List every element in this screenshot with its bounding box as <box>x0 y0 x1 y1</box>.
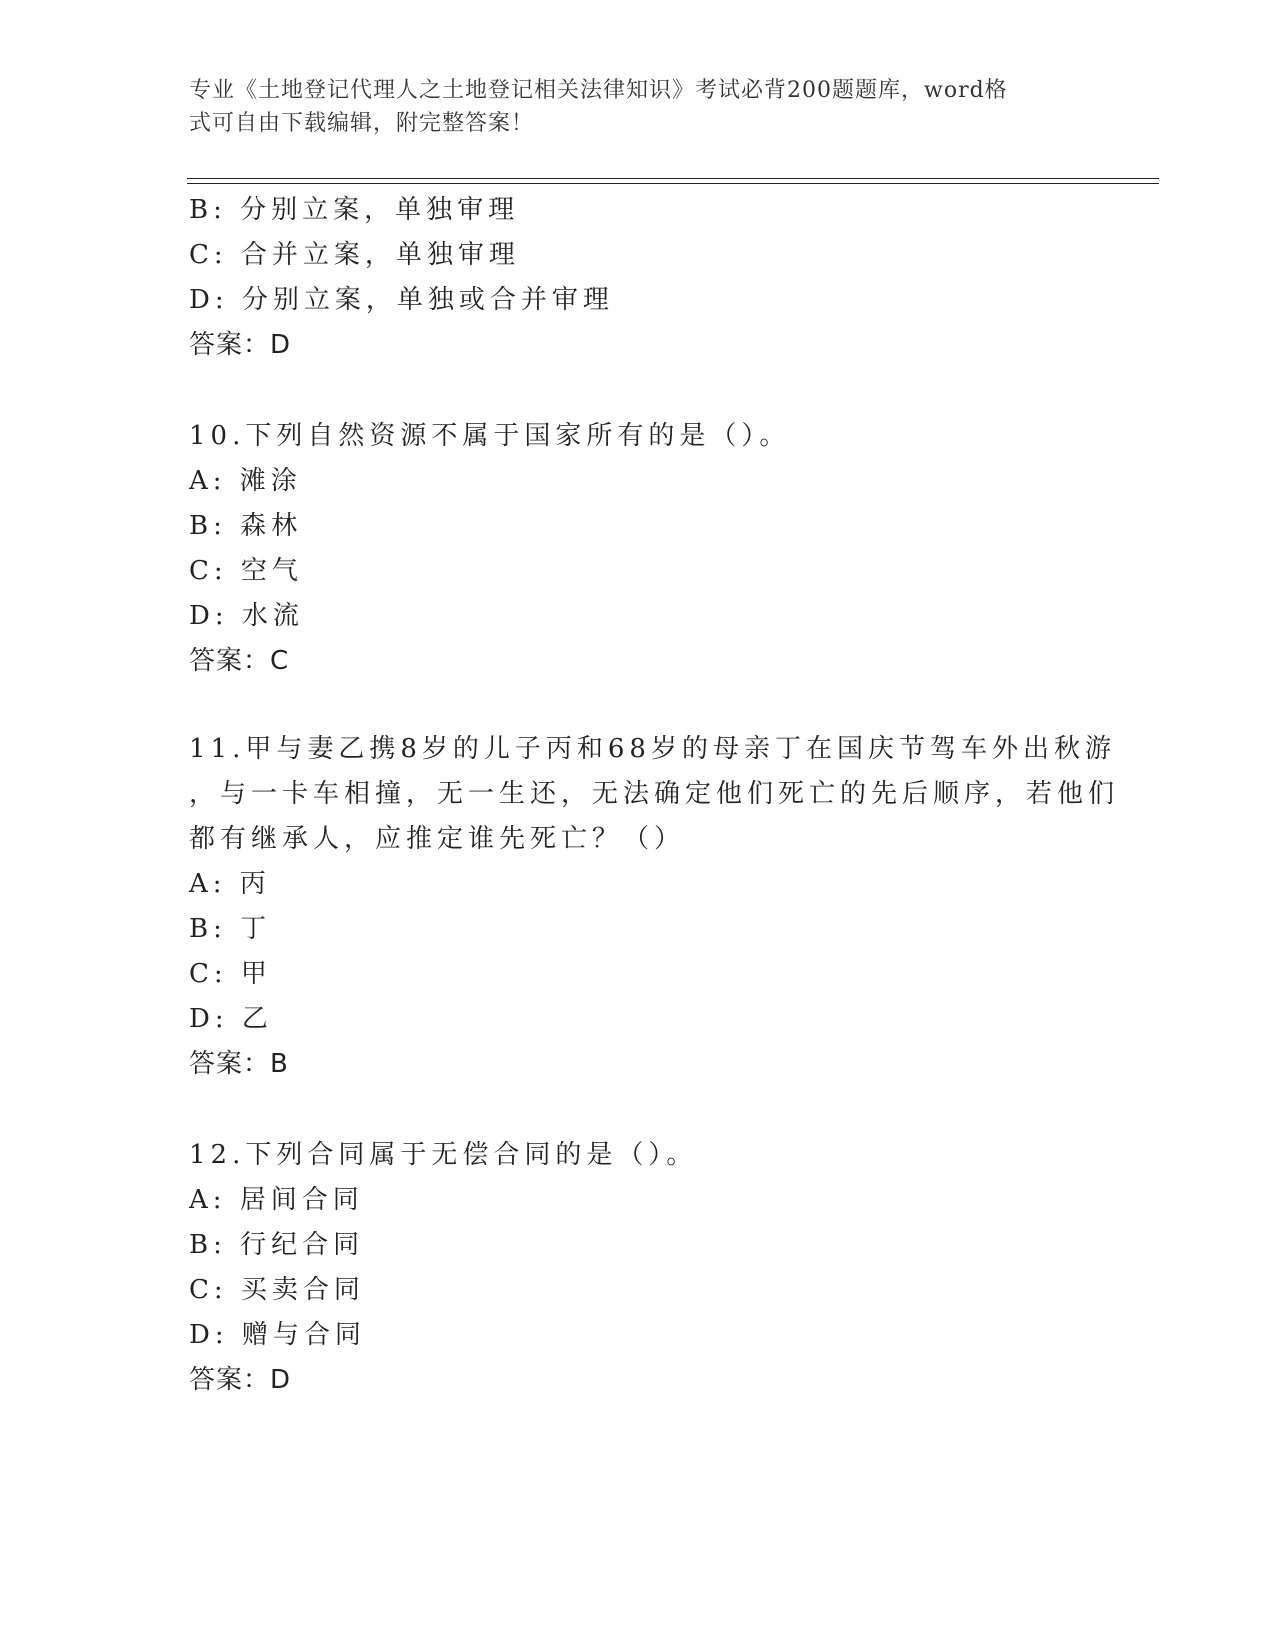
q10-stem: 10.下列自然资源不属于国家所有的是（）。 <box>189 421 791 451</box>
q11-option-a: A: 丙 <box>189 869 271 899</box>
q10-option-a: A: 滩涂 <box>189 466 302 496</box>
q12-option-d: D: 赠与合同 <box>189 1320 366 1350</box>
q11-stem-line-3: 都有继承人，应推定谁先死亡？（） <box>189 824 686 854</box>
q12-option-c: C: 买卖合同 <box>189 1275 365 1305</box>
q10-option-b: B: 森林 <box>189 511 303 541</box>
q12-option-b: B: 行纪合同 <box>189 1230 365 1260</box>
q11-option-b: B: 丁 <box>189 914 272 944</box>
header-line-1: 专业《土地登记代理人之土地登记相关法律知识》考试必背200题题库，word格 <box>189 78 1008 103</box>
q11-answer: 答案：B <box>189 1049 289 1079</box>
q9-option-c: C: 合并立案，单独审理 <box>189 240 520 270</box>
header-double-rule <box>187 178 1159 184</box>
q9-option-d: D: 分别立案，单独或合并审理 <box>189 285 614 315</box>
q11-option-d: D: 乙 <box>189 1004 273 1034</box>
q10-option-c: C: 空气 <box>189 556 303 586</box>
q11-stem-line-2: ，与一卡车相撞，无一生还，无法确定他们死亡的先后顺序，若他们 <box>189 779 1120 809</box>
document-header <box>189 74 1089 140</box>
q9-answer: 答案：D <box>189 330 292 360</box>
header-line-2: 式可自由下载编辑，附完整答案！ <box>189 111 535 136</box>
q11-option-c: C: 甲 <box>189 959 272 989</box>
q11-stem-line-1: 11.甲与妻乙携8岁的儿子丙和68岁的母亲丁在国庆节驾车外出秋游 <box>189 734 1116 764</box>
q10-answer: 答案：C <box>189 646 290 676</box>
q12-answer: 答案：D <box>189 1365 292 1395</box>
q12-stem: 12.下列合同属于无偿合同的是（）。 <box>189 1140 698 1170</box>
q9-option-b: B: 分别立案，单独审理 <box>189 195 520 225</box>
q10-option-d: D: 水流 <box>189 601 304 631</box>
q12-option-a: A: 居间合同 <box>189 1185 364 1215</box>
